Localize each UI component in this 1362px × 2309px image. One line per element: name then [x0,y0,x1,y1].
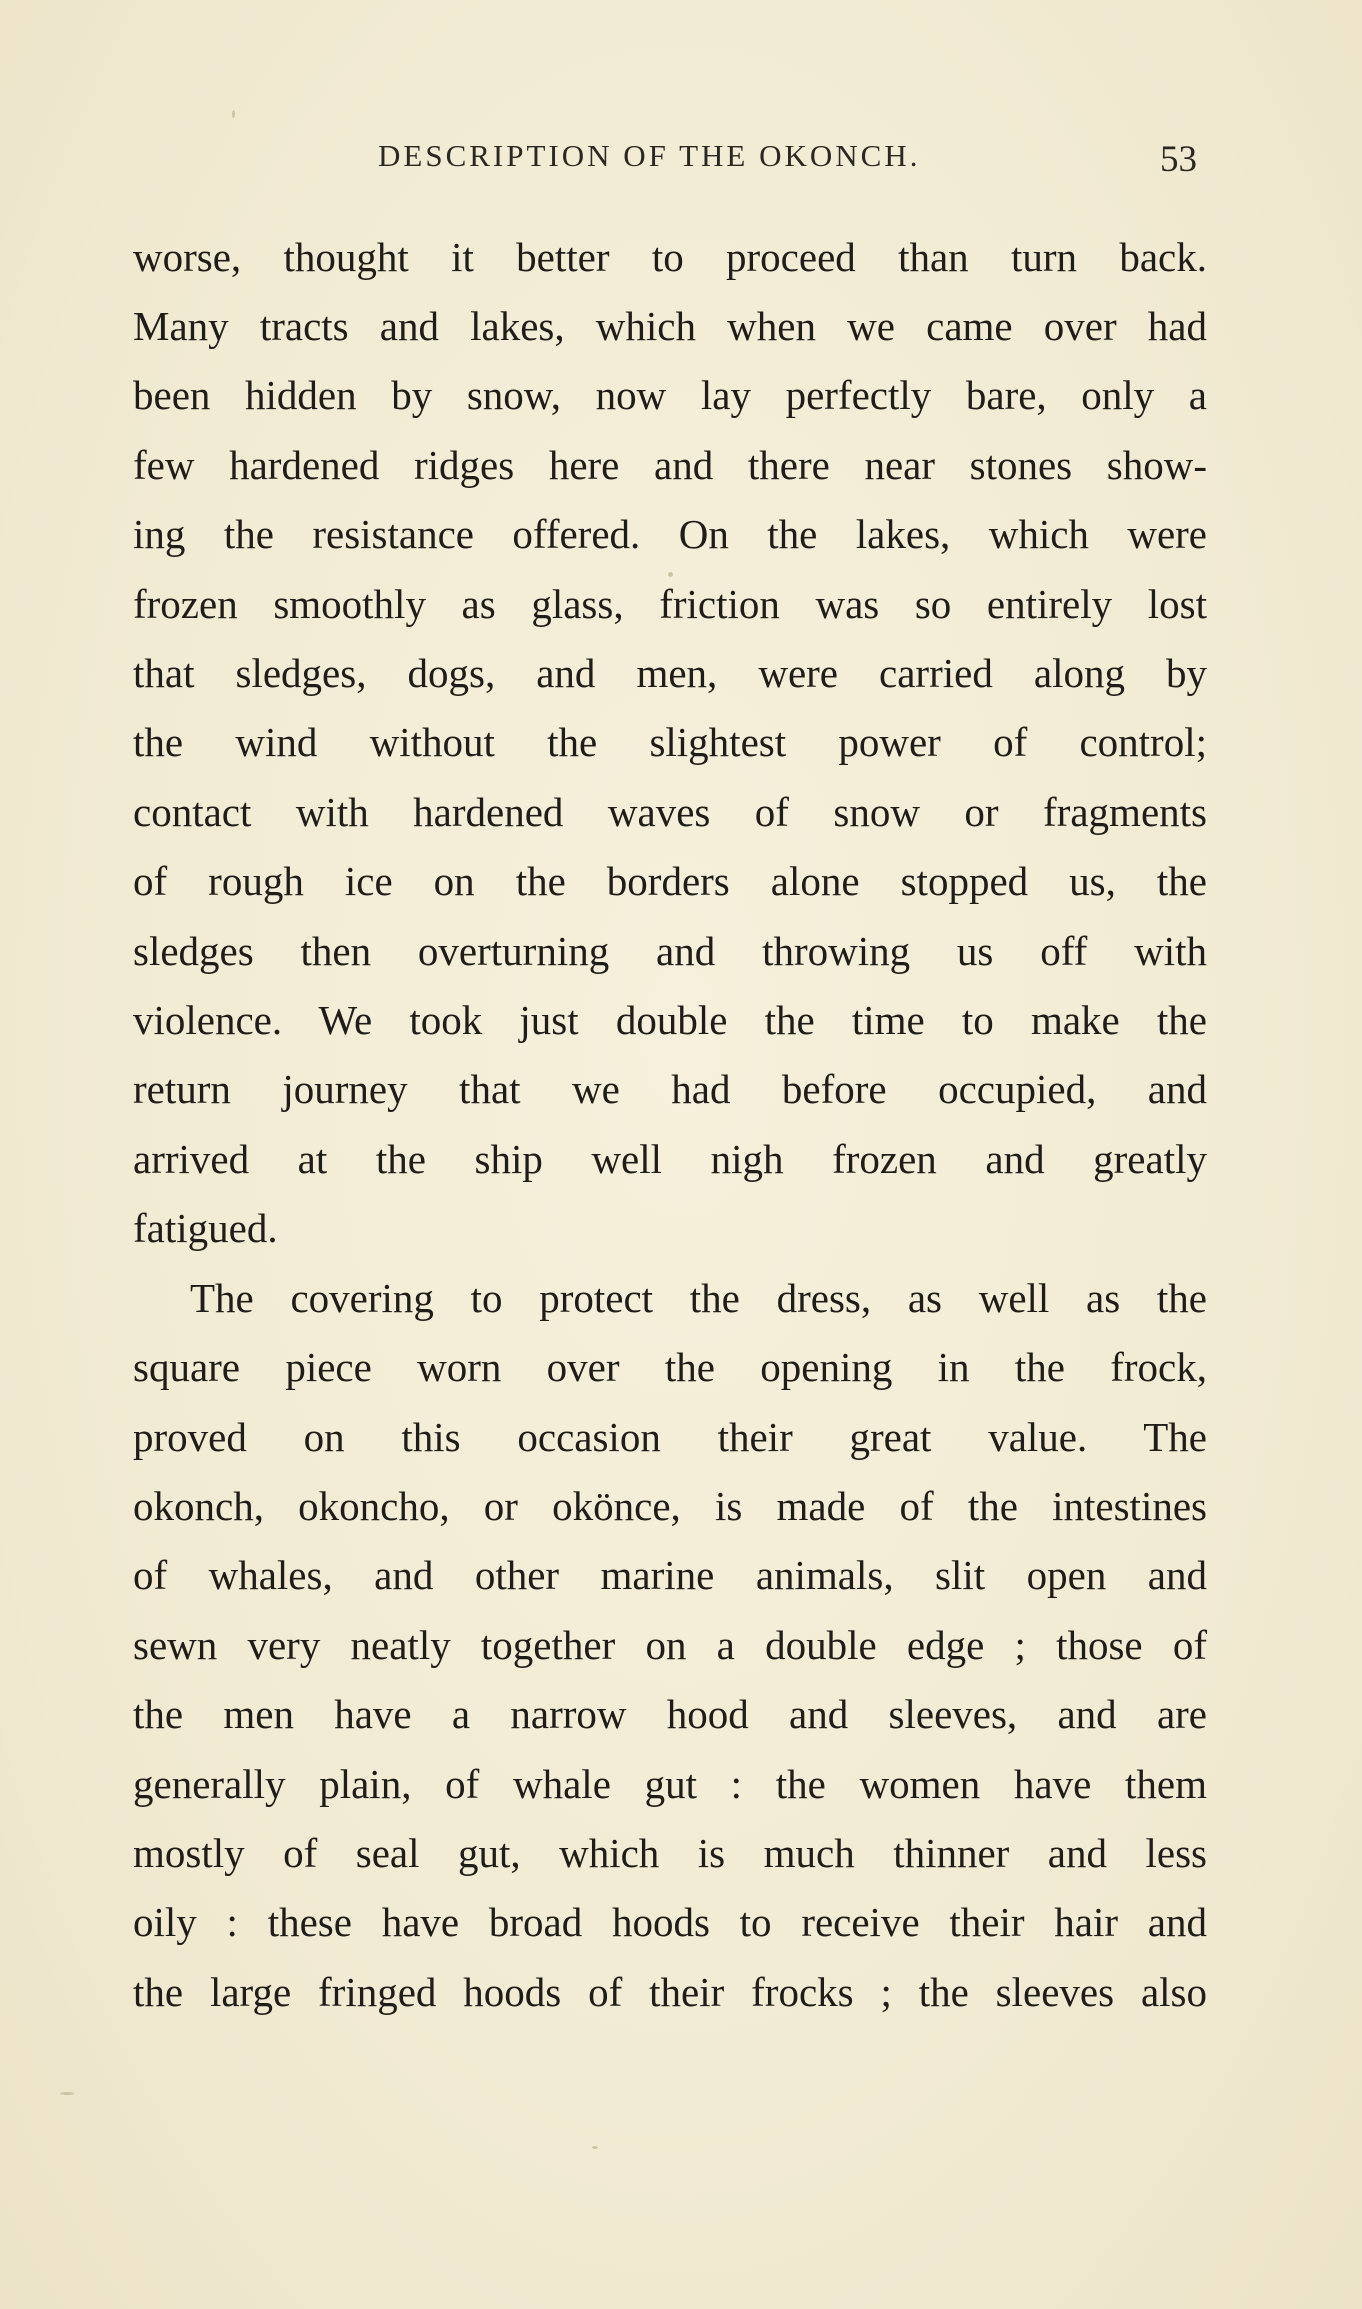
text-line: Many tracts and lakes, which when we came over had [133,303,1207,349]
text-line: worse, thought it better to proceed than turn back. [133,234,1207,280]
paper-speck [232,110,235,118]
paper-speck [668,572,673,577]
text-line: sewn very neatly together on a double edge ; those of [133,1622,1207,1668]
text-line: contact with hardened waves of snow or fragments [133,789,1207,835]
text-line: the large fringed hoods of their frocks ; the sleeves also [133,1969,1207,2015]
paper-speck [60,2092,74,2095]
text-line: the men have a narrow hood and sleeves, and are [133,1691,1207,1737]
text-line: return journey that we had before occupied, and [133,1066,1207,1112]
text-line: generally plain, of whale gut : the women have them [133,1761,1207,1807]
running-head: DESCRIPTION OF THE OKONCH. [378,138,921,173]
text-line: fatigued. [133,1205,278,1251]
text-line: that sledges, dogs, and men, were carried along by [133,650,1207,696]
text-line: okonch, okoncho, or okönce, is made of the intestines [133,1483,1207,1529]
paper-speck [592,2146,598,2149]
text-line: violence. We took just double the time to make the [133,997,1207,1043]
text-line: of whales, and other marine animals, slit open and [133,1552,1207,1598]
text-line: mostly of seal gut, which is much thinner and less [133,1830,1207,1876]
text-line: been hidden by snow, now lay perfectly bare, only a [133,372,1207,418]
text-line: of rough ice on the borders alone stopped us, the [133,858,1207,904]
text-line: ing the resistance offered. On the lakes, which were [133,511,1207,557]
text-line: few hardened ridges here and there near stones show- [133,442,1207,488]
page-number: 53 [1160,139,1197,180]
text-line: oily : these have broad hoods to receive their hair and [133,1899,1207,1945]
text-line: square piece worn over the opening in the frock, [133,1344,1207,1390]
text-line: sledges then overturning and throwing us off with [133,928,1207,974]
text-line: the wind without the slightest power of control; [133,719,1207,765]
text-line: frozen smoothly as glass, friction was so entirely lost [133,581,1207,627]
text-line: arrived at the ship well nigh frozen and greatly [133,1136,1207,1182]
text-line: The covering to protect the dress, as well as the [190,1275,1207,1321]
text-line: proved on this occasion their great value. The [133,1414,1207,1460]
